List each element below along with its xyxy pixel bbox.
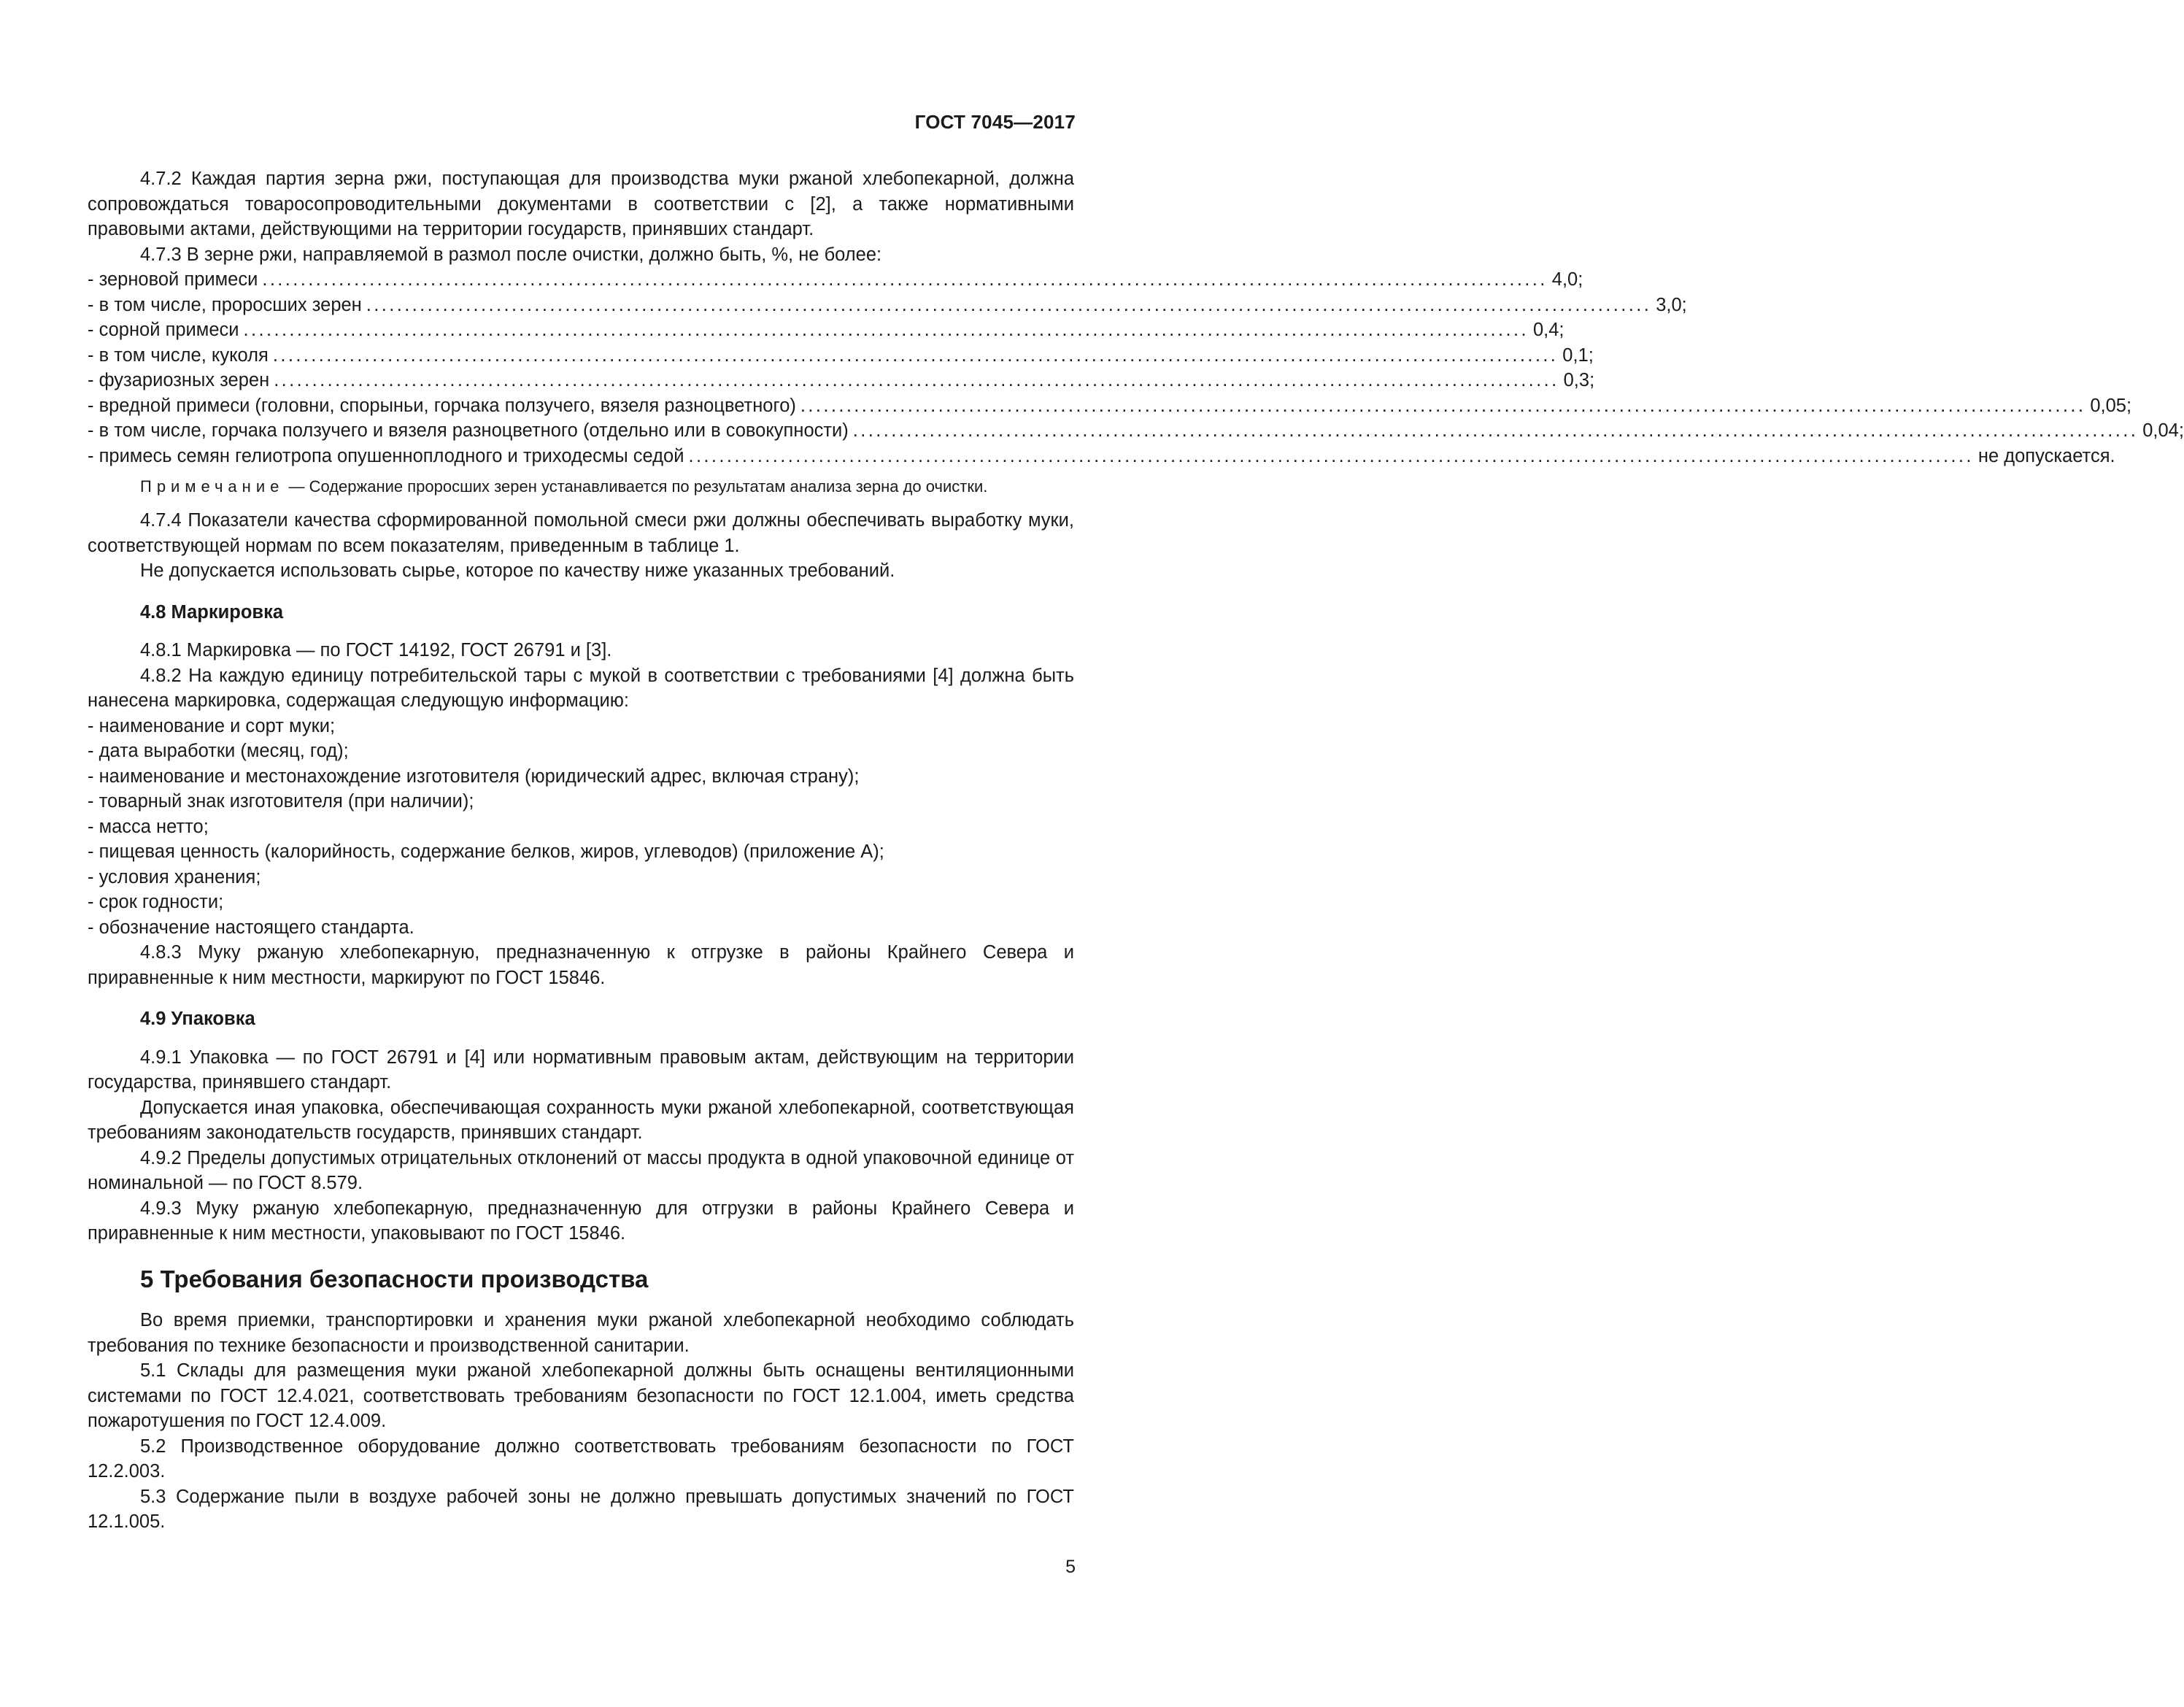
limit-label: - в том числе, проросших зерен bbox=[88, 294, 362, 315]
document-code-header: ГОСТ 7045—2017 bbox=[914, 111, 1076, 133]
note-label: Примечание bbox=[140, 477, 285, 496]
limit-row bbox=[88, 317, 1564, 343]
paragraph-5-2: 5.2 Производственное оборудование должно соответствовать требованиям безопасности по ГОСТ 12.2.003. bbox=[88, 1436, 1074, 1481]
list-item: - пищевая ценность (калорийность, содержание белков, жиров, углеводов) (приложение А); bbox=[88, 841, 884, 862]
limit-row bbox=[88, 343, 1594, 369]
dot-leader: ........................................................................................................................................................................ bbox=[800, 395, 2086, 416]
paragraph-4-8-1: 4.8.1 Маркировка — по ГОСТ 14192, ГОСТ 26791 и [3]. bbox=[140, 640, 612, 660]
dot-leader: ........................................................................................................................................................................ bbox=[852, 420, 2139, 441]
note bbox=[88, 476, 1074, 498]
paragraph-4-9-3: 4.9.3 Муку ржаную хлебопекарную, предназначенную для отгрузки в районы Крайнего Севера и приравненные к ним местности, упаковывают по ГОСТ 15846. bbox=[88, 1198, 1074, 1244]
heading-4-8: 4.8 Маркировка bbox=[140, 601, 284, 623]
list-item: - наименование и сорт муки; bbox=[88, 715, 336, 736]
limit-label: - в том числе, куколя bbox=[88, 344, 269, 366]
paragraph-5-3: 5.3 Содержание пыли в воздухе рабочей зоны не должно превышать допустимых значений по ГОСТ 12.1.005. bbox=[88, 1486, 1074, 1532]
paragraph-4-9-1-continued: Допускается иная упаковка, обеспечивающая сохранность муки ржаной хлебопекарной, соответствующая требованиям законодательств государств, принявших стандарт. bbox=[88, 1097, 1074, 1143]
limit-value: 0,4; bbox=[1532, 320, 1564, 340]
list-item: - условия хранения; bbox=[88, 866, 261, 887]
limits-list bbox=[88, 267, 2184, 469]
dot-leader: ........................................................................................................................................................................ bbox=[243, 320, 1529, 340]
page-number: 5 bbox=[1065, 1557, 1076, 1577]
limit-label: - зерновой примеси bbox=[88, 269, 258, 290]
list-item: - дата выработки (месяц, год); bbox=[88, 741, 349, 761]
list-item: - товарный знак изготовителя (при наличии); bbox=[88, 791, 474, 812]
list-item: - масса нетто; bbox=[88, 816, 209, 837]
dot-leader: ........................................................................................................................................................................ bbox=[272, 344, 1559, 366]
limit-row bbox=[88, 393, 2132, 419]
dot-leader: ........................................................................................................................................................................ bbox=[688, 445, 1974, 466]
paragraph-4-7-3: 4.7.3 В зерне ржи, направляемой в размол после очистки, должно быть, %, не более: bbox=[140, 244, 882, 265]
paragraph-5-intro: Во время приемки, транспортировки и хранения муки ржаной хлебопекарной необходимо соблюдать требования по технике безопасности и производственной санитарии. bbox=[88, 1310, 1074, 1356]
dot-leader: ........................................................................................................................................................................ bbox=[274, 370, 1559, 390]
paragraph-5-1: 5.1 Склады для размещения муки ржаной хлебопекарной должны быть оснащены вентиляционными системами по ГОСТ 12.4.021, соответствовать требованиям безопасности по ГОСТ 12.1.004, иметь средства пожаротушения по ГОСТ 12.4.009. bbox=[88, 1360, 1074, 1431]
dot-leader: ........................................................................................................................................................................ bbox=[366, 294, 1652, 315]
limit-label: - в том числе, горчака ползучего и вязеля разноцветного (отдельно или в совокупности) bbox=[88, 420, 849, 441]
list-item: - срок годности; bbox=[88, 892, 224, 912]
limit-value: 4,0; bbox=[1551, 269, 1583, 290]
limit-value: 0,1; bbox=[1562, 344, 1594, 366]
page-body bbox=[88, 166, 2184, 1535]
limit-value: 0,05; bbox=[2090, 395, 2132, 416]
limit-label: - фузариозных зерен bbox=[88, 370, 270, 390]
paragraph-4-7-2: 4.7.2 Каждая партия зерна ржи, поступающая для производства муки ржаной хлебопекарной, должна сопровождаться товаросопроводительными документами в соответствии с [2], а также нормативными правовыми актами, действующими на территории государств, принявших стандарт. bbox=[88, 169, 1074, 239]
limit-label: - сорной примеси bbox=[88, 320, 239, 340]
limit-row bbox=[88, 267, 1583, 293]
note-text: — Содержание проросших зерен устанавливается по результатам анализа зерна до очистки. bbox=[284, 477, 988, 496]
paragraph-4-7-4: 4.7.4 Показатели качества сформированной помольной смеси ржи должны обеспечивать выработку муки, соответствующей нормам по всем показателям, приведенным в таблице 1. bbox=[88, 510, 1074, 556]
limit-row bbox=[88, 444, 2115, 469]
limit-value: не допускается. bbox=[1977, 445, 2115, 466]
section-5-title: 5 Требования безопасности производства bbox=[140, 1265, 649, 1292]
marking-list bbox=[88, 714, 1074, 941]
limit-value: 3,0; bbox=[1656, 294, 1687, 315]
limit-row bbox=[88, 418, 2184, 444]
limit-row bbox=[88, 368, 1595, 393]
list-item: - обозначение настоящего стандарта. bbox=[88, 917, 414, 938]
limit-row bbox=[88, 293, 1687, 318]
limit-label: - вредной примеси (головни, спорыньи, горчака ползучего, вязеля разноцветного) bbox=[88, 395, 796, 416]
limit-label: - примесь семян гелиотропа опушенноплодного и триходесмы седой bbox=[88, 445, 684, 466]
paragraph-4-8-3: 4.8.3 Муку ржаную хлебопекарную, предназначенную к отгрузке в районы Крайнего Севера и приравненные к ним местности, маркируют по ГОСТ 15846. bbox=[88, 942, 1074, 988]
paragraph-4-9-2: 4.9.2 Пределы допустимых отрицательных отклонений от массы продукта в одной упаковочной единице от номинальной — по ГОСТ 8.579. bbox=[88, 1147, 1074, 1193]
dot-leader: ........................................................................................................................................................................ bbox=[262, 269, 1548, 290]
heading-4-9: 4.9 Упаковка bbox=[140, 1009, 255, 1029]
paragraph-4-9-1: 4.9.1 Упаковка — по ГОСТ 26791 и [4] или нормативным правовым актам, действующим на территории государства, принявшего стандарт. bbox=[88, 1047, 1074, 1093]
paragraph-4-7-4-continued: Не допускается использовать сырье, которое по качеству ниже указанных требований. bbox=[140, 560, 895, 581]
paragraph-4-8-2: 4.8.2 На каждую единицу потребительской тары с мукой в соответствии с требованиями [4] должна быть нанесена маркировка, содержащая следующую информацию: bbox=[88, 665, 1074, 711]
limit-value: 0,04; bbox=[2142, 420, 2184, 441]
limit-value: 0,3; bbox=[1563, 370, 1595, 390]
list-item: - наименование и местонахождение изготовителя (юридический адрес, включая страну); bbox=[88, 766, 860, 787]
